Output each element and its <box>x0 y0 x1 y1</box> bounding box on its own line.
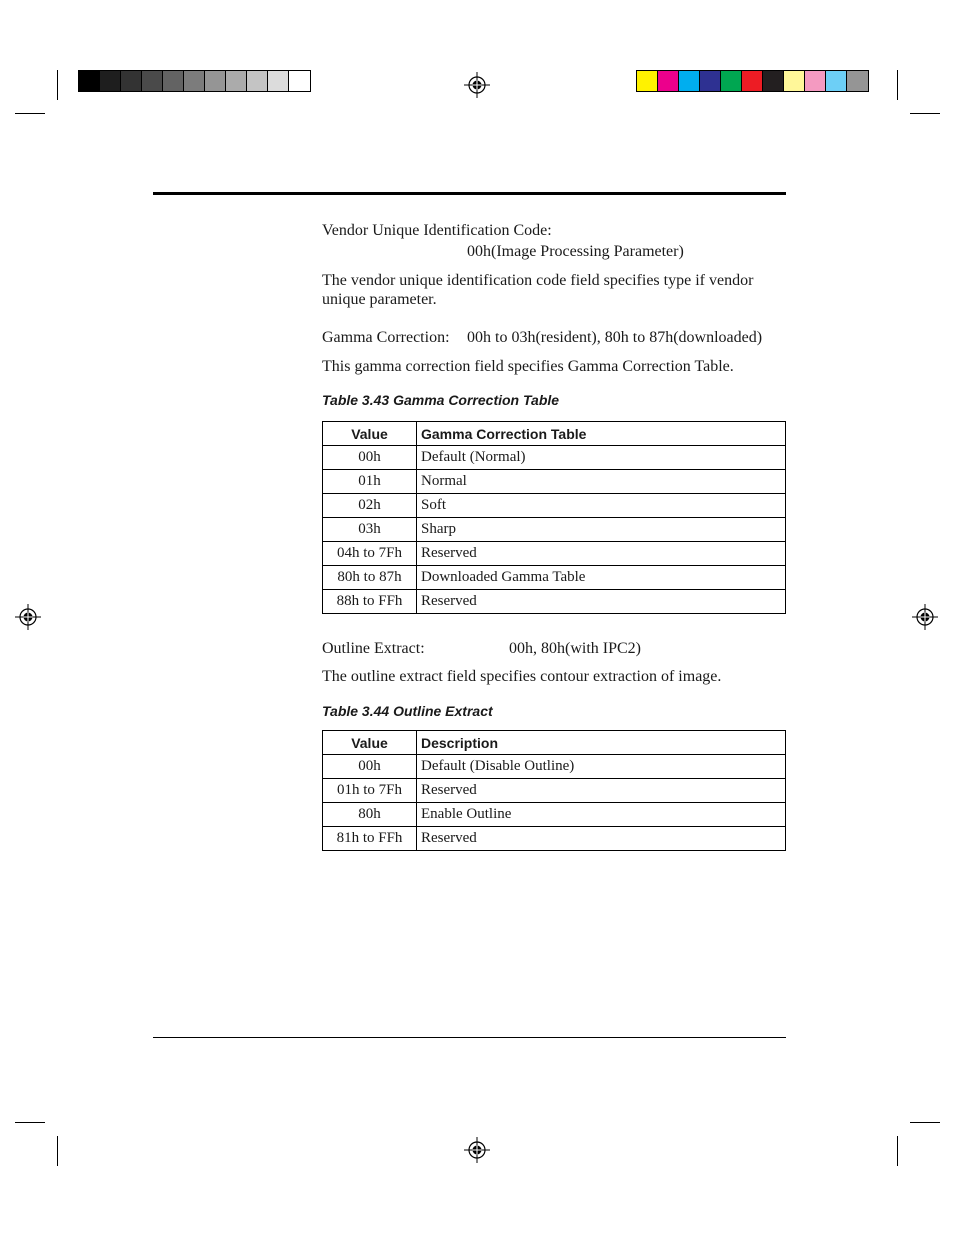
crop-mark-top-left-h <box>15 113 45 114</box>
process-color-bar <box>636 70 869 92</box>
gamma-correction-table <box>322 421 786 614</box>
color-swatch <box>721 71 742 91</box>
footer-rule <box>153 1037 786 1038</box>
crop-mark-top-right-v <box>897 70 898 100</box>
table-row <box>323 590 786 614</box>
color-swatch <box>847 71 868 91</box>
description-cell: Downloaded Gamma Table <box>417 566 786 590</box>
crop-mark-bottom-right-v <box>897 1136 898 1166</box>
color-swatch <box>700 71 721 91</box>
vendor-code-description-line1: The vendor unique identification code field specifies type if vendor <box>322 272 754 289</box>
value-cell: 81h to FFh <box>323 827 417 851</box>
gamma-correction-description: This gamma correction field specifies Gamma Correction Table. <box>322 358 734 375</box>
gray-swatch <box>163 71 184 91</box>
color-swatch <box>826 71 847 91</box>
crop-mark-top-left-v <box>57 70 58 100</box>
gray-swatch <box>226 71 247 91</box>
description-cell: Default (Disable Outline) <box>417 755 786 779</box>
value-cell: 02h <box>323 494 417 518</box>
value-cell: 80h <box>323 803 417 827</box>
description-cell: Reserved <box>417 827 786 851</box>
description-cell: Enable Outline <box>417 803 786 827</box>
vendor-code-value: 00h(Image Processing Parameter) <box>467 243 684 260</box>
table-3-44-caption: Table 3.44 Outline Extract <box>322 703 493 719</box>
value-cell: 03h <box>323 518 417 542</box>
value-cell: 88h to FFh <box>323 590 417 614</box>
description-cell: Reserved <box>417 542 786 566</box>
description-cell: Default (Normal) <box>417 446 786 470</box>
registration-mark-right-icon <box>912 604 938 630</box>
crop-mark-top-right-h <box>910 113 940 114</box>
grayscale-color-bar <box>78 70 311 92</box>
registration-mark-bottom-icon <box>464 1137 490 1163</box>
table-row <box>323 542 786 566</box>
value-cell: 01h <box>323 470 417 494</box>
value-cell: 80h to 87h <box>323 566 417 590</box>
gray-swatch <box>184 71 205 91</box>
gray-swatch <box>205 71 226 91</box>
table-row <box>323 446 786 470</box>
gamma-correction-label: Gamma Correction: <box>322 329 450 346</box>
table-row <box>323 470 786 494</box>
gray-swatch <box>121 71 142 91</box>
table-3-43-caption: Table 3.43 Gamma Correction Table <box>322 392 560 408</box>
color-swatch <box>742 71 763 91</box>
color-swatch <box>679 71 700 91</box>
gray-swatch <box>268 71 289 91</box>
registration-mark-top-icon <box>464 72 490 98</box>
color-swatch <box>637 71 658 91</box>
description-cell: Sharp <box>417 518 786 542</box>
gray-swatch <box>247 71 268 91</box>
table-row <box>323 827 786 851</box>
vendor-code-description-line2: unique parameter. <box>322 291 437 308</box>
description-cell: Reserved <box>417 590 786 614</box>
column-header-gamma-correction-table: Gamma Correction Table <box>417 422 786 446</box>
description-cell: Reserved <box>417 779 786 803</box>
outline-extract-table <box>322 730 786 851</box>
column-header-description: Description <box>417 731 786 755</box>
table-header-row <box>323 422 786 446</box>
color-swatch <box>784 71 805 91</box>
header-rule <box>153 192 786 195</box>
table-header-row <box>323 731 786 755</box>
table-row <box>323 494 786 518</box>
gray-swatch <box>100 71 121 91</box>
outline-extract-description: The outline extract field specifies contour extraction of image. <box>322 668 722 685</box>
crop-mark-bottom-left-v <box>57 1136 58 1166</box>
table-row <box>323 803 786 827</box>
vendor-code-label: Vendor Unique Identification Code: <box>322 222 552 239</box>
value-cell: 04h to 7Fh <box>323 542 417 566</box>
table-row <box>323 779 786 803</box>
crop-mark-bottom-right-h <box>910 1122 940 1123</box>
table-row <box>323 518 786 542</box>
gray-swatch <box>289 71 310 91</box>
registration-mark-left-icon <box>15 604 41 630</box>
column-header-value: Value <box>323 422 417 446</box>
value-cell: 00h <box>323 446 417 470</box>
gray-swatch <box>142 71 163 91</box>
gray-swatch <box>79 71 100 91</box>
outline-extract-value: 00h, 80h(with IPC2) <box>509 640 641 657</box>
gamma-correction-value: 00h to 03h(resident), 80h to 87h(downloaded) <box>467 329 763 346</box>
column-header-value: Value <box>323 731 417 755</box>
description-cell: Normal <box>417 470 786 494</box>
value-cell: 00h <box>323 755 417 779</box>
color-swatch <box>763 71 784 91</box>
crop-mark-bottom-left-h <box>15 1122 45 1123</box>
value-cell: 01h to 7Fh <box>323 779 417 803</box>
description-cell: Soft <box>417 494 786 518</box>
color-swatch <box>658 71 679 91</box>
color-swatch <box>805 71 826 91</box>
table-row <box>323 755 786 779</box>
table-row <box>323 566 786 590</box>
outline-extract-label: Outline Extract: <box>322 640 425 657</box>
